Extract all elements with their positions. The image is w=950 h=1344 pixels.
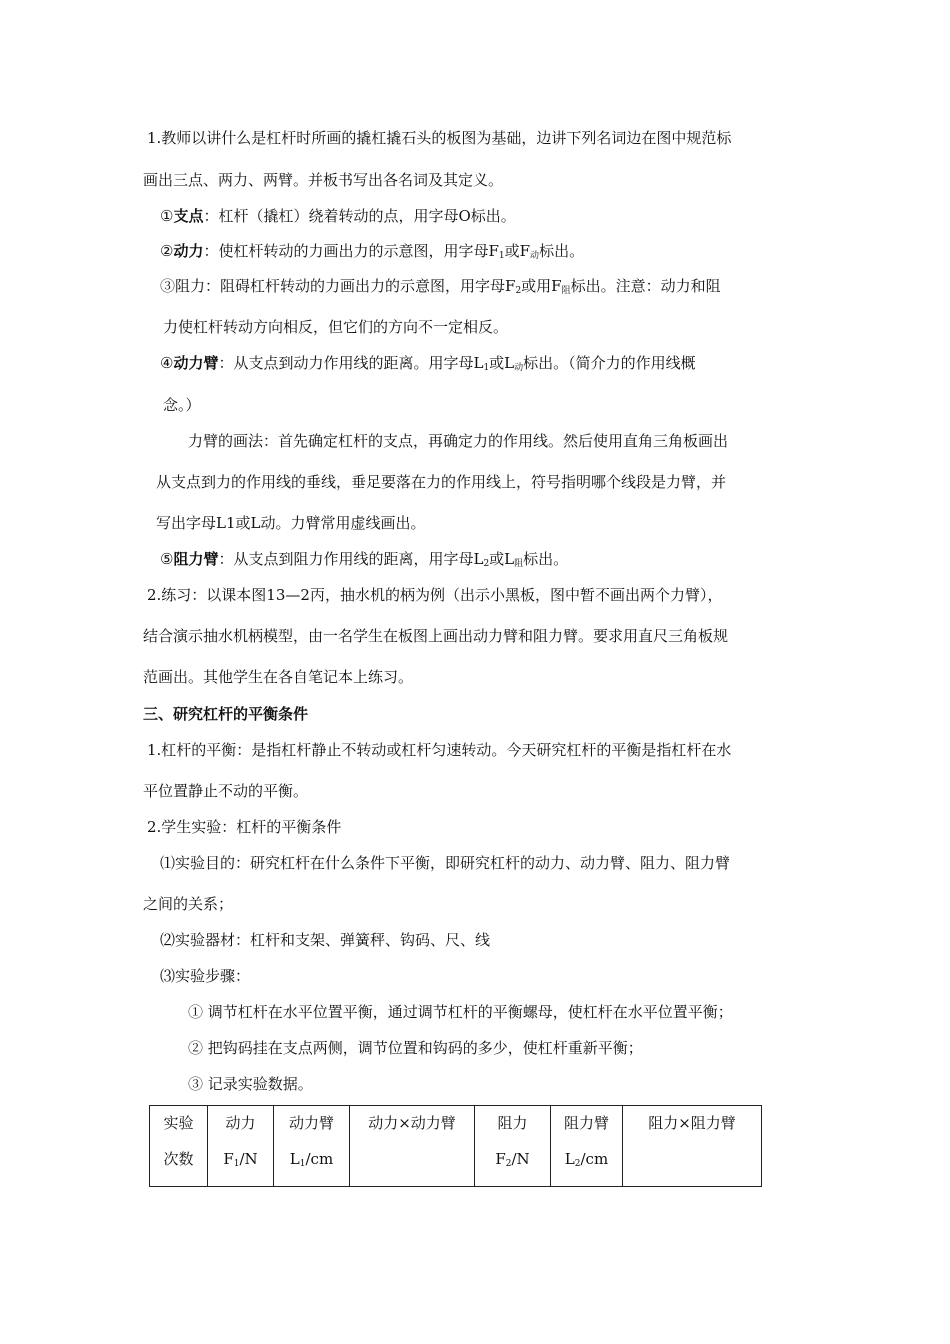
unit-text: /N	[239, 1150, 258, 1168]
header-unit	[551, 1148, 622, 1175]
table-cell-resistance-product	[623, 1106, 762, 1187]
item-text: 标出。	[539, 242, 585, 260]
section-3-heading: 三、研究杠杆的平衡条件	[143, 705, 309, 723]
item-fulcrum	[160, 206, 516, 226]
unit-symbol: F	[495, 1150, 506, 1168]
item-resistance-arm	[160, 549, 568, 574]
exp-purpose-line-1: ⑴实验目的：研究杠杆在什么条件下平衡，即研究杠杆的动力、动力臂、阻力、阻力臂	[160, 854, 731, 872]
para-4-line-1: 2.学生实验：杠杆的平衡条件	[147, 818, 342, 836]
item-number: ⑤	[160, 550, 174, 568]
item-text: 标出。（简介力的作用线概	[523, 354, 696, 372]
subscript: 2	[505, 1159, 512, 1169]
subscript: 2	[515, 286, 522, 296]
term-effort: 动力	[173, 242, 204, 260]
item-text: 或L	[489, 354, 515, 372]
subscript: 阻	[514, 559, 524, 569]
header-text: 动力	[225, 1114, 256, 1132]
item-text: ：使杠杆转动的力画出力的示意图，用字母F	[203, 242, 499, 260]
subscript: 2	[483, 559, 490, 569]
item-number: ②	[160, 242, 174, 260]
item-text: ：从支点到动力作用线的距离。用字母L	[218, 354, 484, 372]
exp-steps-title: ⑶实验步骤：	[160, 967, 251, 985]
item-text: 标出。	[523, 550, 569, 568]
para-2-line-3: 范画出。其他学生在各自笔记本上练习。	[143, 668, 414, 686]
unit-text: /cm	[305, 1150, 334, 1168]
term-effort-arm: 动力臂	[173, 354, 219, 372]
header-unit	[208, 1148, 273, 1175]
subscript: 阻	[561, 286, 571, 296]
para-2-line-1: 2.练习：以课本图13—2丙，抽水机的柄为例（出示小黑板，图中暂不画出两个力臂），	[147, 586, 723, 604]
exp-step-3: ③ 记录实验数据。	[188, 1075, 313, 1093]
method-line-2: 从支点到力的作用线的垂线，垂足要落在力的作用线上，符号指明哪个线段是力臂，并	[156, 473, 727, 491]
subscript: 2	[574, 1159, 581, 1169]
exp-step-1: ① 调节杠杆在水平位置平衡，通过调节杠杆的平衡螺母，使杠杆在水平位置平衡；	[188, 1003, 733, 1021]
method-line-3: 写出字母L1或L动。力臂常用虚线画出。	[156, 514, 426, 532]
subscript: 1	[299, 1159, 306, 1169]
exp-purpose-line-2: 之间的关系；	[143, 895, 234, 913]
header-text: 阻力	[497, 1114, 528, 1132]
item-effort	[160, 241, 584, 266]
para-1-line-2: 画出三点、两力、两臂。并板书写出各名词及其定义。	[143, 171, 504, 189]
subscript: 动	[514, 363, 524, 373]
unit-symbol: L	[289, 1150, 300, 1168]
item-text: 标出。注意：动力和阻	[570, 277, 721, 295]
header-text: 动力×动力臂	[368, 1114, 456, 1132]
item-text: ：杠杆（撬杠）绕着转动的点，用字母O标出。	[203, 207, 516, 225]
header-unit	[475, 1148, 550, 1175]
item-number: ④	[160, 354, 174, 372]
header-text: 阻力×阻力臂	[648, 1114, 736, 1132]
term-fulcrum: 支点	[173, 207, 204, 225]
item-effort-arm-line-2: 念。）	[163, 396, 201, 414]
unit-symbol: F	[223, 1150, 234, 1168]
para-3-line-1: 1.杠杆的平衡：是指杠杆静止不转动或杠杆匀速转动。今天研究杠杆的平衡是指杠杆在水	[147, 741, 732, 759]
subscript: 1	[498, 251, 505, 261]
item-text: 阻力：阻碍杠杆转动的力画出力的示意图，用字母F	[175, 277, 516, 295]
subscript: 1	[233, 1159, 240, 1169]
item-number: ③	[160, 277, 176, 295]
unit-text: /N	[511, 1150, 530, 1168]
item-resistance	[160, 276, 721, 301]
exp-step-2: ② 把钩码挂在支点两侧，调节位置和钩码的多少，使杠杆重新平衡；	[188, 1039, 643, 1057]
table-cell-effort-arm	[274, 1106, 350, 1187]
unit-symbol: L	[564, 1150, 575, 1168]
experiment-data-table	[149, 1105, 762, 1187]
item-text: ：从支点到阻力作用线的距离，用字母L	[218, 550, 484, 568]
header-text: 阻力臂	[563, 1114, 609, 1132]
para-2-line-2: 结合演示抽水机柄模型，由一名学生在板图上画出动力臂和阻力臂。要求用直尺三角板规	[143, 627, 729, 645]
exp-equipment: ⑵实验器材：杠杆和支架、弹簧秤、钩码、尺、线	[160, 931, 491, 949]
method-line-1: 力臂的画法：首先确定杠杆的支点，再确定力的作用线。然后使用直角三角板画出	[188, 432, 729, 450]
table-cell-trial	[150, 1106, 208, 1187]
item-effort-arm	[160, 353, 696, 378]
table-cell-effort	[208, 1106, 274, 1187]
header-unit	[274, 1148, 349, 1175]
header-text: 次数	[163, 1150, 194, 1168]
item-text: 或F	[504, 242, 531, 260]
table-cell-resistance-arm	[551, 1106, 623, 1187]
subscript: 动	[530, 251, 540, 261]
subscript: 1	[483, 363, 490, 373]
item-text: 或用F	[521, 277, 562, 295]
unit-text: /cm	[580, 1150, 609, 1168]
para-1-line-1: 1.教师以讲什么是杠杆时所画的撬杠撬石头的板图为基础，边讲下列名词边在图中规范标	[147, 129, 732, 147]
table-cell-resistance	[475, 1106, 551, 1187]
term-resistance-arm: 阻力臂	[173, 550, 219, 568]
table-row	[150, 1106, 762, 1187]
header-text: 实验	[163, 1114, 194, 1132]
item-resistance-line-2: 力使杠杆转动方向相反，但它们的方向不一定相反。	[163, 318, 509, 336]
item-number: ①	[160, 207, 174, 225]
item-text: 或L	[489, 550, 515, 568]
table-cell-effort-product	[350, 1106, 475, 1187]
header-text: 动力臂	[288, 1114, 334, 1132]
para-3-line-2: 平位置静止不动的平衡。	[143, 782, 309, 800]
